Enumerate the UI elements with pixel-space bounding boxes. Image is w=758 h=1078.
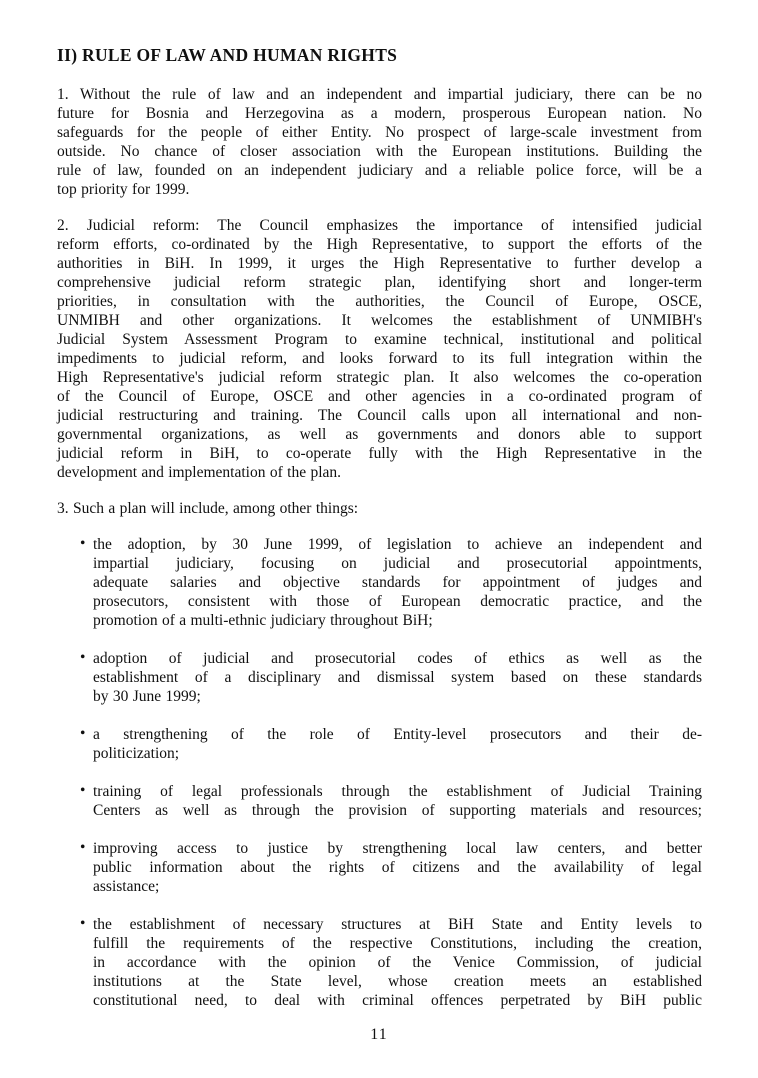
text-line: training of legal professionals through the establishment of Judicial Training — [93, 783, 702, 800]
text-line: adoption of judicial and prosecutorial codes of ethics as well as the — [93, 650, 702, 667]
text-line: promotion of a multi-ethnic judiciary throughout BiH; — [93, 612, 433, 629]
bullet-item — [57, 535, 702, 630]
text-line: assistance; — [93, 878, 160, 895]
text-line: establishment of a disciplinary and dismissal system based on these standards — [93, 669, 702, 686]
text-line: improving access to justice by strengthening local law centers, and better — [93, 840, 702, 857]
text-line: 1. Without the rule of law and an independent and impartial judiciary, there can be no — [57, 86, 702, 103]
text-line: High Representative's judicial reform strategic plan. It also welcomes the co-operation — [57, 369, 702, 386]
text-line: judicial restructuring and training. The Council calls upon all international and non- — [57, 407, 702, 424]
text-line: future for Bosnia and Herzegovina as a modern, prosperous European nation. No — [57, 105, 702, 122]
text-line: institutions at the State level, whose creation meets an established — [93, 973, 702, 990]
text-line: constitutional need, to deal with criminal offences perpetrated by BiH public — [93, 992, 702, 1009]
text-line: UNMIBH and other organizations. It welcomes the establishment of UNMIBH's — [57, 312, 702, 329]
bullet-item — [57, 649, 702, 706]
text-line: priorities, in consultation with the authorities, the Council of Europe, OSCE, — [57, 293, 702, 310]
bullet-item — [57, 915, 702, 1010]
text-line: the establishment of necessary structures at BiH State and Entity levels to — [93, 916, 702, 933]
text-line: development and implementation of the plan. — [57, 464, 342, 481]
text-line: in accordance with the opinion of the Venice Commission, of judicial — [93, 954, 702, 971]
text-line: the adoption, by 30 June 1999, of legislation to achieve an independent and — [93, 536, 702, 553]
bullet-item — [57, 782, 702, 820]
text-line: impediments to judicial reform, and looks forward to its full integration within the — [57, 350, 702, 367]
text-line: outside. No chance of closer association with the European institutions. Building the — [57, 143, 702, 160]
text-line: politicization; — [93, 745, 180, 762]
bullet-icon: • — [80, 839, 86, 856]
text-line: impartial judiciary, focusing on judicial and prosecutorial appointments, — [93, 555, 702, 572]
text-line: authorities in BiH. In 1999, it urges the High Representative to further develop a — [57, 255, 702, 272]
text-line: fulfill the requirements of the respective Constitutions, including the creation, — [93, 935, 702, 952]
text-line: Centers as well as through the provision of supporting materials and resources; — [93, 802, 702, 819]
text-line: safeguards for the people of either Entity. No prospect of large-scale investment from — [57, 124, 702, 141]
text-line: 3. Such a plan will include, among other things: — [57, 500, 359, 517]
text-line: Judicial System Assessment Program to examine technical, institutional and political — [57, 331, 702, 348]
text-line: governmental organizations, as well as governments and donors able to support — [57, 426, 702, 443]
text-line: of the Council of Europe, OSCE and other agencies in a co-ordinated program of — [57, 388, 702, 405]
text-line: prosecutors, consistent with those of European democratic practice, and the — [93, 593, 702, 610]
paragraph-2 — [57, 216, 702, 482]
bullet-icon: • — [80, 725, 86, 742]
text-line: reform efforts, co-ordinated by the High Representative, to support the efforts of the — [57, 236, 702, 253]
bullet-icon: • — [80, 782, 86, 799]
paragraph-3 — [57, 499, 702, 518]
page-number: 11 — [370, 1026, 388, 1043]
bullet-list — [57, 535, 702, 1010]
text-line: top priority for 1999. — [57, 181, 190, 198]
text-line: 2. Judicial reform: The Council emphasizes the importance of intensified judicial — [57, 217, 702, 234]
bullet-item — [57, 725, 702, 763]
paragraph-1 — [57, 85, 702, 199]
text-line: public information about the rights of citizens and the availability of legal — [93, 859, 702, 876]
bullet-icon: • — [80, 535, 86, 552]
bullet-icon: • — [80, 649, 86, 666]
text-line: adequate salaries and objective standards for appointment of judges and — [93, 574, 702, 591]
text-line: rule of law, founded on an independent judiciary and a reliable police force, will be a — [57, 162, 702, 179]
document-body — [57, 46, 702, 1010]
text-line: by 30 June 1999; — [93, 688, 201, 705]
text-line: a strengthening of the role of Entity-level prosecutors and their de- — [93, 726, 702, 743]
text-line: judicial reform in BiH, to co-operate fully with the High Representative in the — [57, 445, 702, 462]
bullet-icon: • — [80, 915, 86, 932]
bullet-item — [57, 839, 702, 896]
section-title: II) RULE OF LAW AND HUMAN RIGHTS — [57, 45, 398, 65]
text-line: comprehensive judicial reform strategic plan, identifying short and longer-term — [57, 274, 702, 291]
